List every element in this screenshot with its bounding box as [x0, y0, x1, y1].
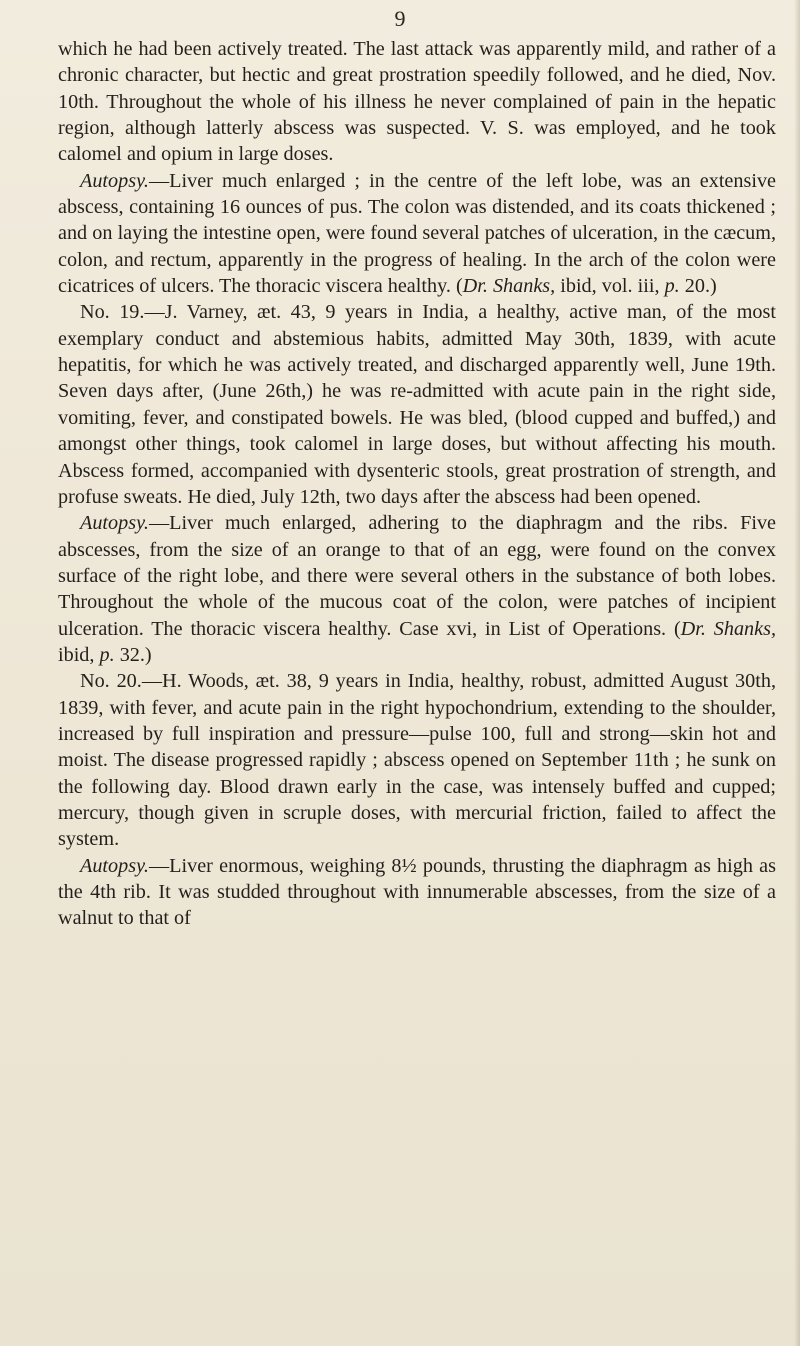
paragraph-4-ref: Dr. Shanks,	[680, 617, 776, 640]
paragraph-4-text: —Liver much enlarged, adhering to the diaphragm and the ribs. Five abscesses, from the size of an orange to that of an egg, were found on the convex surface of the right lobe, and there were several others in the substance of both lobes. Throughout the whole of the mucous coat of the colon, were patches of incipient ulceration. The thoracic viscera healthy. Case xvi, in List of Operations. (	[58, 512, 776, 640]
paragraph-3	[58, 299, 776, 510]
paragraph-2	[58, 168, 776, 300]
page-number: 9	[394, 6, 406, 31]
paragraph-2-text: —Liver much enlarged ; in the centre of the left lobe, was an extensive abscess, containing 16 ounces of pus. The colon was distended, and its coats thickened ; and on laying the intestine open, were found several patches of ulceration, in the cæcum, colon, and rectum, apparently in the progress of healing. In the arch of the colon were cicatrices of ulcers. The thoracic viscera healthy. (	[58, 169, 776, 298]
paragraph-5	[58, 668, 776, 852]
paragraph-4-ref-tail: ibid,	[58, 643, 100, 666]
page-edge-shadow	[794, 0, 800, 1346]
paragraph-5-text: No. 20.—H. Woods, æt. 38, 9 years in India, healthy, robust, admitted August 30th, 1839, with fever, and acute pain in the right hypochondrium, extending to the shoulder, increased by full inspiration and pressure—pulse 100, full and strong—skin hot and moist. The disease progressed rapidly ; abscess opened on September 11th ; he sunk on the following day. Blood drawn early in the case, was intensely buffed and cupped; mercury, though given in scruple doses, with mercurial friction, failed to affect the system.	[58, 670, 776, 851]
body-text	[58, 36, 776, 932]
paragraph-4	[58, 510, 776, 668]
paragraph-4-lead: Autopsy.	[80, 512, 149, 535]
paragraph-6-lead: Autopsy.	[80, 854, 149, 877]
paragraph-2-ref-tail: ibid, vol. iii,	[555, 275, 665, 298]
paragraph-1-text: which he had been actively treated. The last attack was apparently mild, and rather of a chronic character, but hectic and great prostration speedily followed, and he died, Nov. 10th. Throughout the whole of his illness he never complained of pain in the hepatic region, although latterly abscess was suspected. V. S. was employed, and he took calomel and opium in large doses.	[58, 38, 776, 166]
paragraph-1	[58, 36, 776, 168]
paragraph-3-text: No. 19.—J. Varney, æt. 43, 9 years in India, a healthy, active man, of the most exemplary conduct and abstemious habits, admitted May 30th, 1839, with acute hepatitis, for which he was actively treated, and discharged apparently well, June 19th. Seven days after, (June 26th,) he was re-admitted with acute pain in the right side, vomiting, fever, and constipated bowels. He was bled, (blood cupped and buffed,) and amongst other things, took calomel in large doses, but without affecting his mouth. Abscess formed, accompanied with dysenteric stools, great prostration of strength, and profuse sweats. He died, July 12th, two days after the abscess had been opened.	[58, 301, 776, 508]
paragraph-2-end: 20.)	[679, 275, 717, 298]
paragraph-6	[58, 853, 776, 932]
paragraph-2-ref: Dr. Shanks,	[462, 275, 556, 298]
paragraph-4-end: 32.)	[114, 643, 152, 666]
paragraph-6-text: —Liver enormous, weighing 8½ pounds, thrusting the diaphragm as high as the 4th rib. It was studded throughout with innumerable abscesses, from the size of a walnut to that of	[58, 854, 776, 930]
paragraph-4-page-ref: p.	[99, 643, 115, 666]
paragraph-2-page-ref: p.	[664, 275, 680, 298]
paragraph-2-lead: Autopsy.	[80, 169, 149, 192]
